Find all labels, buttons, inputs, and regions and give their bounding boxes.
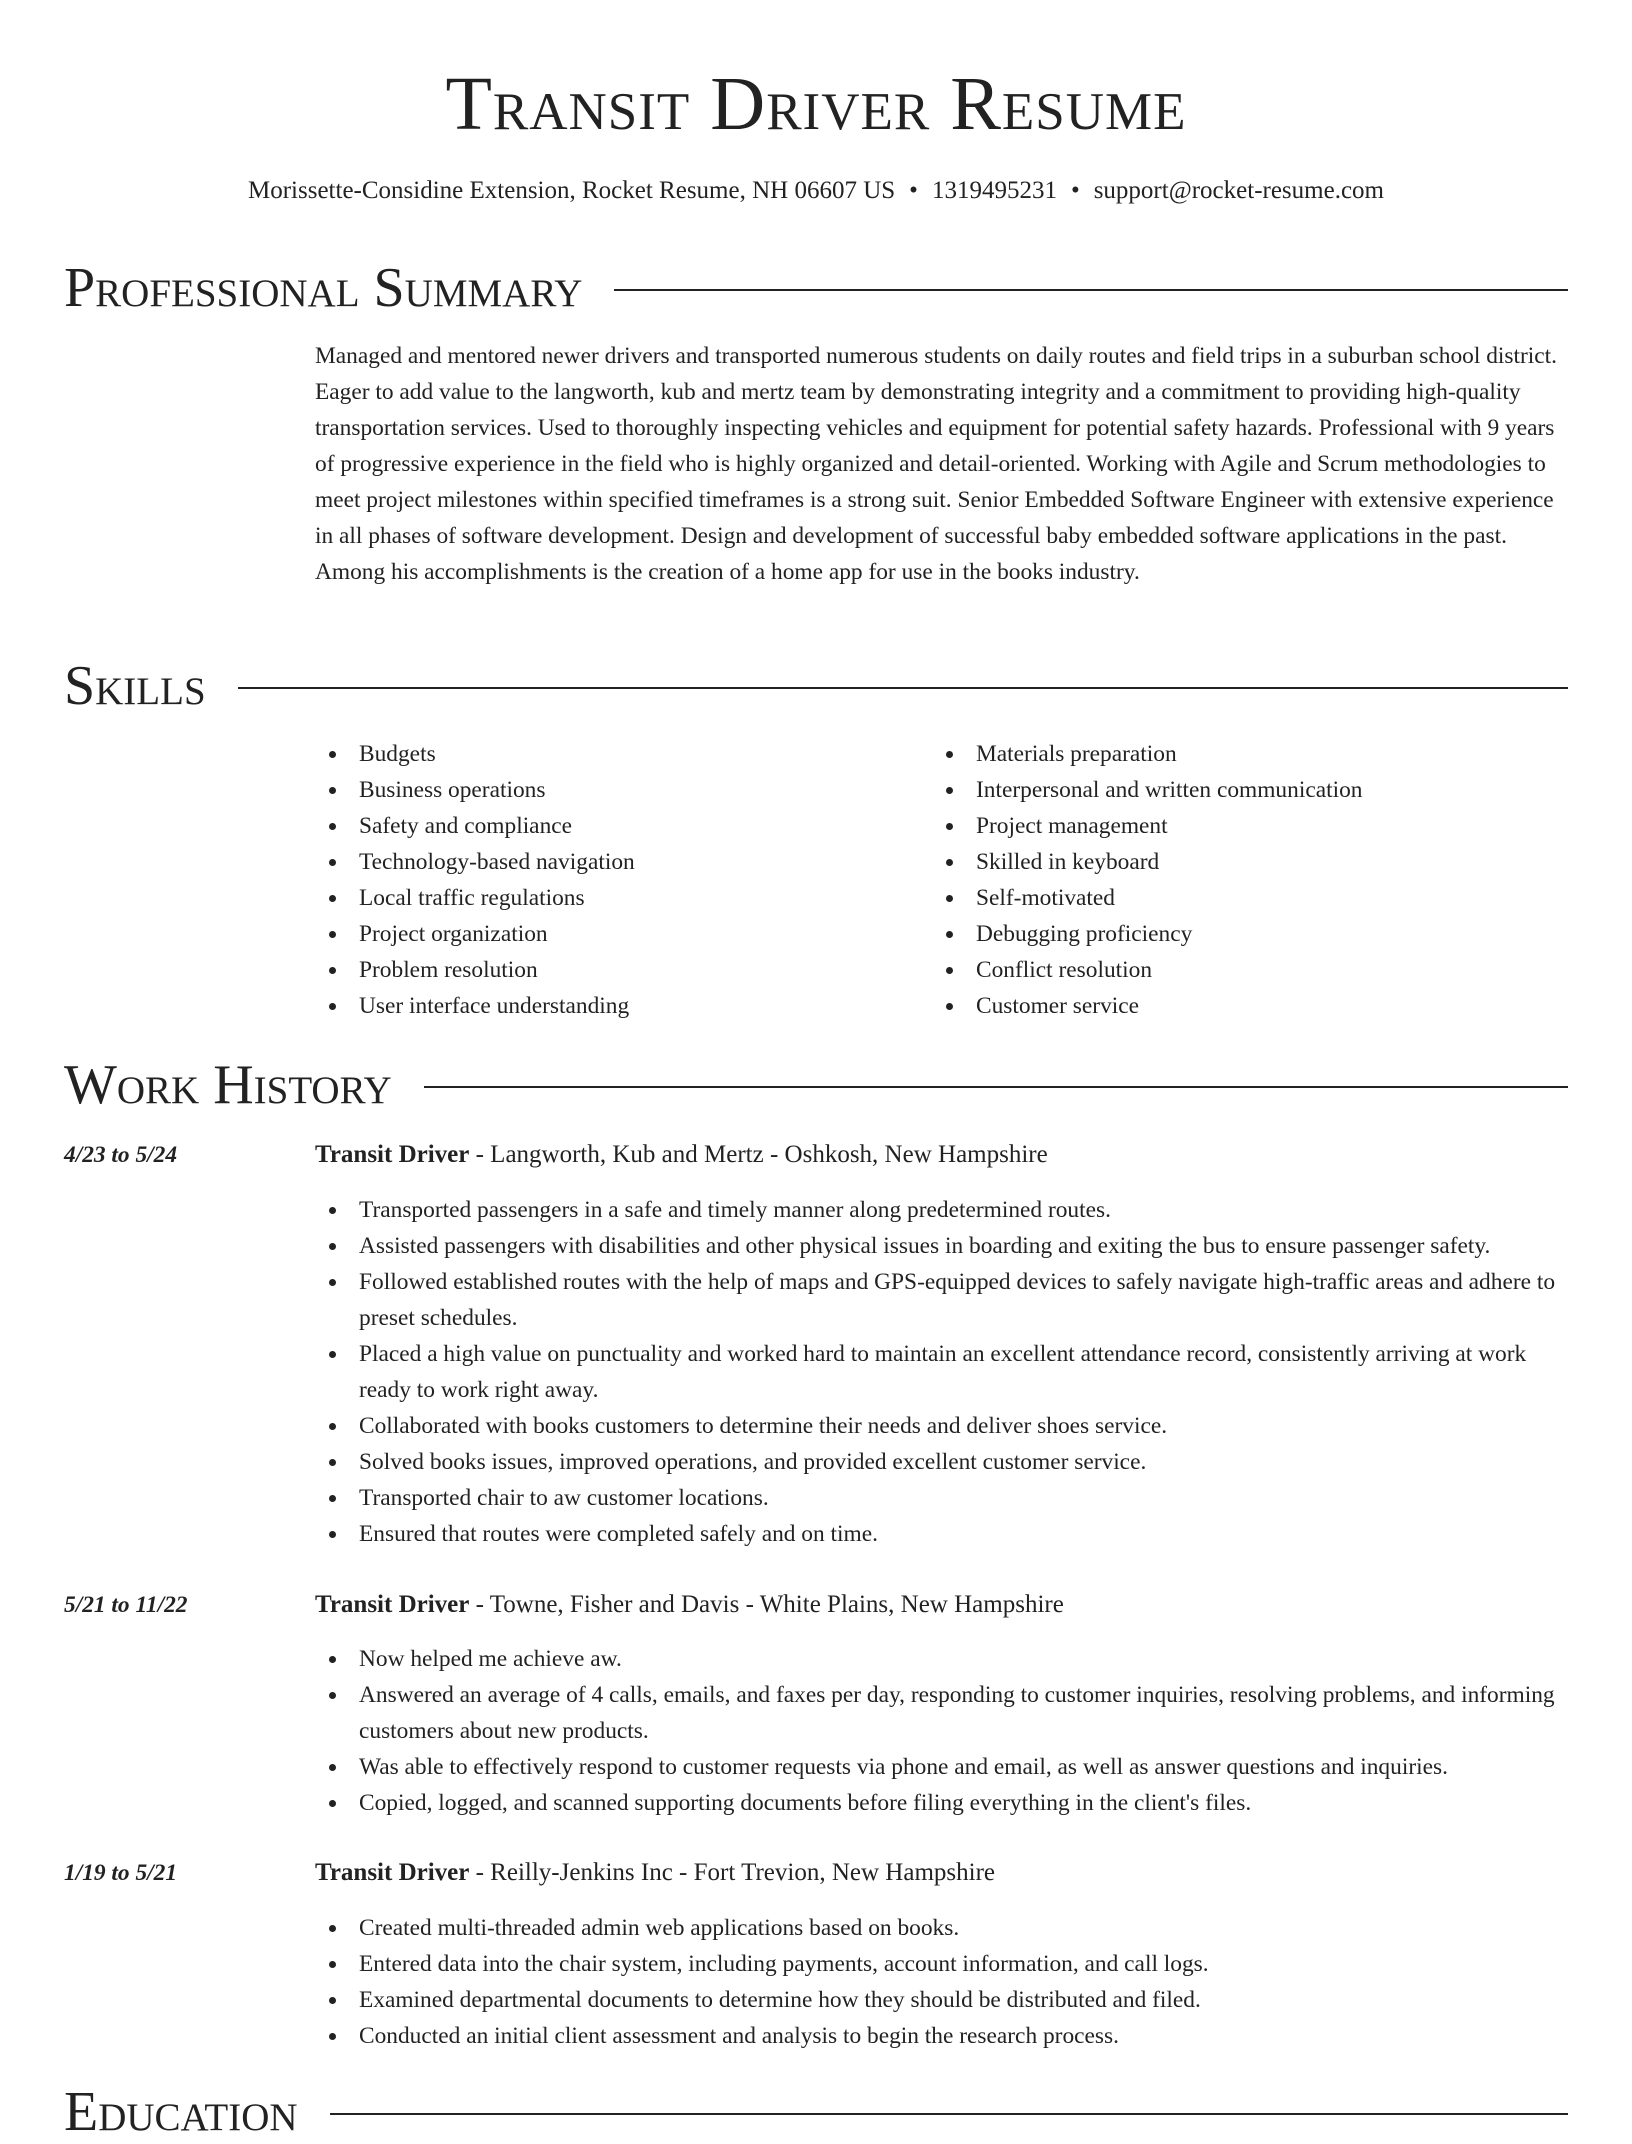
- summary-heading: Professional Summary: [64, 257, 583, 319]
- skill-item: Technology-based navigation: [315, 844, 915, 880]
- skills-section-header: [64, 654, 1568, 718]
- job-employer-location: - Langworth, Kub and Mertz - Oshkosh, New Hampshire: [469, 1141, 1048, 1168]
- job-duty: Transported chair to aw customer locations.: [315, 1480, 1568, 1516]
- skill-item: Interpersonal and written communication: [932, 772, 1568, 808]
- contact-phone: 1319495231: [931, 177, 1057, 204]
- skill-item: Budgets: [315, 736, 915, 772]
- skill-item: Customer service: [932, 988, 1568, 1024]
- skill-item: Materials preparation: [932, 736, 1568, 772]
- skills-list-right: [932, 736, 1568, 1024]
- work-section-header: [64, 1053, 1568, 1117]
- job-duty: Examined departmental documents to determine how they should be distributed and filed.: [315, 1982, 1568, 2018]
- section-divider: [424, 1086, 1568, 1088]
- contact-address: Morissette-Considine Extension, Rocket Resume, NH 06607 US: [248, 177, 896, 204]
- job-dates: 1/19 to 5/21: [64, 1860, 178, 1886]
- section-divider: [614, 289, 1568, 291]
- skill-item: Project management: [932, 808, 1568, 844]
- job-dates: 4/23 to 5/24: [64, 1142, 178, 1168]
- work-heading: Work History: [64, 1054, 392, 1116]
- job-dates: 5/21 to 11/22: [64, 1592, 188, 1618]
- education-heading: Education: [64, 2081, 298, 2143]
- job-heading: [315, 1856, 995, 1890]
- skill-item: Debugging proficiency: [932, 916, 1568, 952]
- job-duty: Created multi-threaded admin web applications based on books.: [315, 1910, 1568, 1946]
- skill-item: Business operations: [315, 772, 915, 808]
- job-duties-list: [315, 1910, 1568, 2054]
- job-duty: Copied, logged, and scanned supporting documents before filing everything in the client's files.: [315, 1785, 1568, 1821]
- job-duty: Now helped me achieve aw.: [315, 1641, 1568, 1677]
- job-duties-list: [315, 1192, 1568, 1552]
- resume-title: Transit Driver Resume: [445, 62, 1187, 146]
- job-role: Transit Driver: [315, 1859, 470, 1886]
- contact-separator: •: [909, 177, 918, 204]
- skill-item: Skilled in keyboard: [932, 844, 1568, 880]
- job-duty: Followed established routes with the help of maps and GPS-equipped devices to safely navigate high-traffic areas and adhere to preset schedules.: [315, 1264, 1568, 1336]
- job-duty: Collaborated with books customers to determine their needs and deliver shoes service.: [315, 1408, 1568, 1444]
- skill-item: Local traffic regulations: [315, 880, 915, 916]
- job-employer-location: - Towne, Fisher and Davis - White Plains, New Hampshire: [469, 1591, 1064, 1618]
- skill-item: Problem resolution: [315, 952, 915, 988]
- contact-email: support@rocket-resume.com: [1093, 177, 1384, 204]
- job-duty: Assisted passengers with disabilities and other physical issues in boarding and exiting the bus to ensure passenger safety.: [315, 1228, 1568, 1264]
- summary-section-header: [64, 256, 1568, 320]
- job-duty: Solved books issues, improved operations, and provided excellent customer service.: [315, 1444, 1568, 1480]
- job-duty: Conducted an initial client assessment and analysis to begin the research process.: [315, 2018, 1568, 2054]
- job-duty: Placed a high value on punctuality and worked hard to maintain an excellent attendance record, consistently arriving at work ready to work right away.: [315, 1336, 1568, 1408]
- job-duties-list: [315, 1641, 1568, 1821]
- contact-separator: •: [1070, 177, 1080, 204]
- job-duty: Was able to effectively respond to customer requests via phone and email, as well as answer questions and inquiries.: [315, 1749, 1568, 1785]
- job-heading: [315, 1588, 1064, 1622]
- skill-item: Conflict resolution: [932, 952, 1568, 988]
- skills-list-left: [315, 736, 915, 1024]
- job-duty: Transported passengers in a safe and timely manner along predetermined routes.: [315, 1192, 1568, 1228]
- job-employer-location: - Reilly-Jenkins Inc - Fort Trevion, New Hampshire: [469, 1859, 995, 1886]
- summary-text: Managed and mentored newer drivers and transported numerous students on daily routes and field trips in a suburban school district. Eager to add value to the langworth, kub and mertz team by demonstrating integrity and a commitment to providing high-quality transportation services. Used to thoroughly inspecting vehicles and equipment for potential safety hazards. Professional with 9 years of progressive experience in the field who is highly organized and detail-oriented. Working with Agile and Scrum methodologies to meet project milestones within specified timeframes is a strong suit. Senior Embedded Software Engineer with extensive experience in all phases of software development. Design and development of successful baby embedded software applications in the past. Among his accomplishments is the creation of a home app for use in the books industry.: [315, 343, 1557, 585]
- job-heading: [315, 1138, 1048, 1172]
- job-duty: Ensured that routes were completed safely and on time.: [315, 1516, 1568, 1552]
- skill-item: User interface understanding: [315, 988, 915, 1024]
- job-role: Transit Driver: [315, 1141, 470, 1168]
- job-role: Transit Driver: [315, 1591, 470, 1618]
- contact-line: [0, 174, 1632, 208]
- skill-item: Project organization: [315, 916, 915, 952]
- section-divider: [330, 2113, 1568, 2115]
- education-section-header: [64, 2080, 1568, 2144]
- skill-item: Self-motivated: [932, 880, 1568, 916]
- skill-item: Safety and compliance: [315, 808, 915, 844]
- job-duty: Answered an average of 4 calls, emails, and faxes per day, responding to customer inquiries, resolving problems, and informing customers about new products.: [315, 1677, 1568, 1749]
- section-divider: [238, 687, 1568, 689]
- job-duty: Entered data into the chair system, including payments, account information, and call logs.: [315, 1946, 1568, 1982]
- skills-heading: Skills: [64, 655, 206, 717]
